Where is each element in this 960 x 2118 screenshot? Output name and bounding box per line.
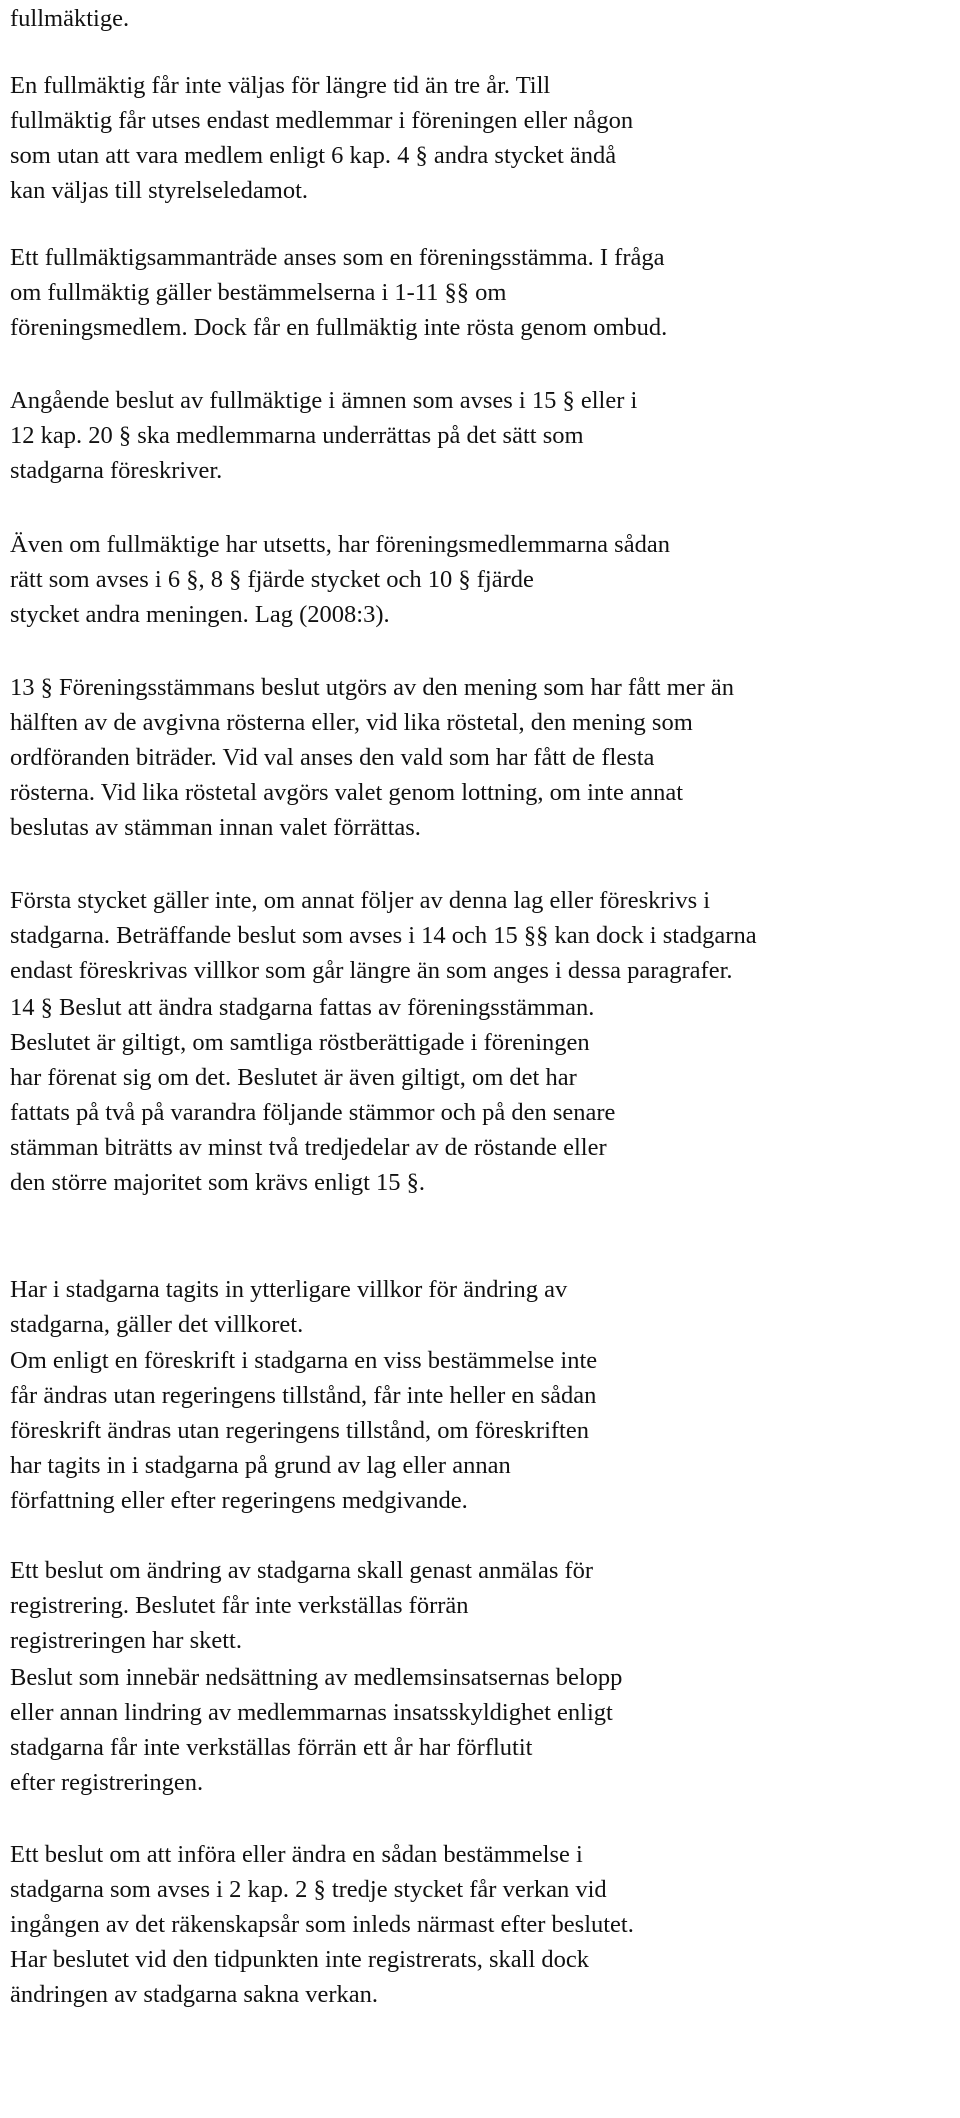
text-line: stadgarna. Beträffande beslut som avses i 14 och 15 §§ kan dock i stadgarna	[10, 922, 757, 949]
text-line: fullmäktige.	[10, 5, 130, 32]
paragraph-5	[10, 527, 670, 632]
text-line: ingången av det räkenskapsår som inleds närmast efter beslutet.	[10, 1911, 634, 1938]
text-line: Även om fullmäktige har utsetts, har föreningsmedlemmarna sådan	[10, 531, 670, 558]
text-line: eller annan lindring av medlemmarnas insatsskyldighet enligt	[10, 1699, 613, 1726]
paragraph-9	[10, 1272, 567, 1342]
text-line: får ändras utan regeringens tillstånd, får inte heller en sådan	[10, 1382, 597, 1409]
text-line: 13 § Föreningsstämmans beslut utgörs av den mening som har fått mer än	[10, 674, 734, 701]
paragraph-11	[10, 1553, 593, 1658]
text-line: Angående beslut av fullmäktige i ämnen som avses i 15 § eller i	[10, 387, 638, 414]
text-line: kan väljas till styrelseledamot.	[10, 177, 309, 204]
paragraph-12	[10, 1660, 622, 1800]
text-line: stadgarna som avses i 2 kap. 2 § tredje stycket får verkan vid	[10, 1876, 607, 1903]
text-line: registreringen har skett.	[10, 1627, 242, 1654]
text-line: efter registreringen.	[10, 1769, 204, 1796]
text-line: fullmäktig får utses endast medlemmar i föreningen eller någon	[10, 107, 634, 134]
text-line: författning eller efter regeringens medgivande.	[10, 1487, 468, 1514]
text-line: Ett fullmäktigsammanträde anses som en föreningsstämma. I fråga	[10, 244, 665, 271]
text-line: endast föreskrivas villkor som går längre än som anges i dessa paragrafer.	[10, 957, 733, 984]
paragraph-3	[10, 240, 667, 345]
paragraph-7	[10, 883, 757, 988]
text-line: har tagits in i stadgarna på grund av lag eller annan	[10, 1452, 511, 1479]
text-line: ordföranden biträder. Vid val anses den vald som har fått de flesta	[10, 744, 655, 771]
text-line: Beslut som innebär nedsättning av medlemsinsatsernas belopp	[10, 1664, 623, 1691]
text-line: stadgarna, gäller det villkoret.	[10, 1311, 304, 1338]
text-line: Beslutet är giltigt, om samtliga röstberättigade i föreningen	[10, 1029, 590, 1056]
text-line: föreskrift ändras utan regeringens tillstånd, om föreskriften	[10, 1417, 589, 1444]
paragraph-2	[10, 68, 633, 208]
text-line: den större majoritet som krävs enligt 15 §.	[10, 1169, 426, 1196]
text-line: om fullmäktig gäller bestämmelserna i 1-11 §§ om	[10, 279, 507, 306]
text-line: beslutas av stämman innan valet förrättas.	[10, 814, 421, 841]
paragraph-4	[10, 383, 637, 488]
paragraph-13	[10, 1837, 634, 2012]
text-line: ändringen av stadgarna sakna verkan.	[10, 1981, 379, 2008]
text-line: Första stycket gäller inte, om annat följer av denna lag eller föreskrivs i	[10, 887, 711, 914]
text-line: Har beslutet vid den tidpunkten inte registrerats, skall dock	[10, 1946, 590, 1973]
text-line: stycket andra meningen. Lag (2008:3).	[10, 601, 390, 628]
text-line: hälften av de avgivna rösterna eller, vid lika röstetal, den mening som	[10, 709, 693, 736]
text-line: stadgarna får inte verkställas förrän ett år har förflutit	[10, 1734, 533, 1761]
text-line: Ett beslut om att införa eller ändra en sådan bestämmelse i	[10, 1841, 583, 1868]
text-line: Har i stadgarna tagits in ytterligare villkor för ändring av	[10, 1276, 568, 1303]
paragraph-10	[10, 1343, 597, 1518]
text-line: rätt som avses i 6 §, 8 § fjärde stycket och 10 § fjärde	[10, 566, 534, 593]
section-14-paragraph	[10, 990, 615, 1200]
text-line: 12 kap. 20 § ska medlemmarna underrättas på det sätt som	[10, 422, 584, 449]
text-line: stämman biträtts av minst två tredjedelar av de röstande eller	[10, 1134, 607, 1161]
text-line: En fullmäktig får inte väljas för längre tid än tre år. Till	[10, 72, 551, 99]
text-line: registrering. Beslutet får inte verkställas förrän	[10, 1592, 469, 1619]
text-line: som utan att vara medlem enligt 6 kap. 4 § andra stycket ändå	[10, 142, 617, 169]
text-line: rösterna. Vid lika röstetal avgörs valet genom lottning, om inte annat	[10, 779, 684, 806]
text-line: föreningsmedlem. Dock får en fullmäktig inte rösta genom ombud.	[10, 314, 668, 341]
text-line: fattats på två på varandra följande stämmor och på den senare	[10, 1099, 616, 1126]
text-line: Om enligt en föreskrift i stadgarna en viss bestämmelse inte	[10, 1347, 598, 1374]
text-line: Ett beslut om ändring av stadgarna skall genast anmälas för	[10, 1557, 594, 1584]
section-13-paragraph	[10, 670, 734, 845]
text-line: stadgarna föreskriver.	[10, 457, 223, 484]
paragraph-1	[10, 1, 129, 36]
text-line: 14 § Beslut att ändra stadgarna fattas av föreningsstämman.	[10, 994, 595, 1021]
text-line: har förenat sig om det. Beslutet är även giltigt, om det har	[10, 1064, 577, 1091]
